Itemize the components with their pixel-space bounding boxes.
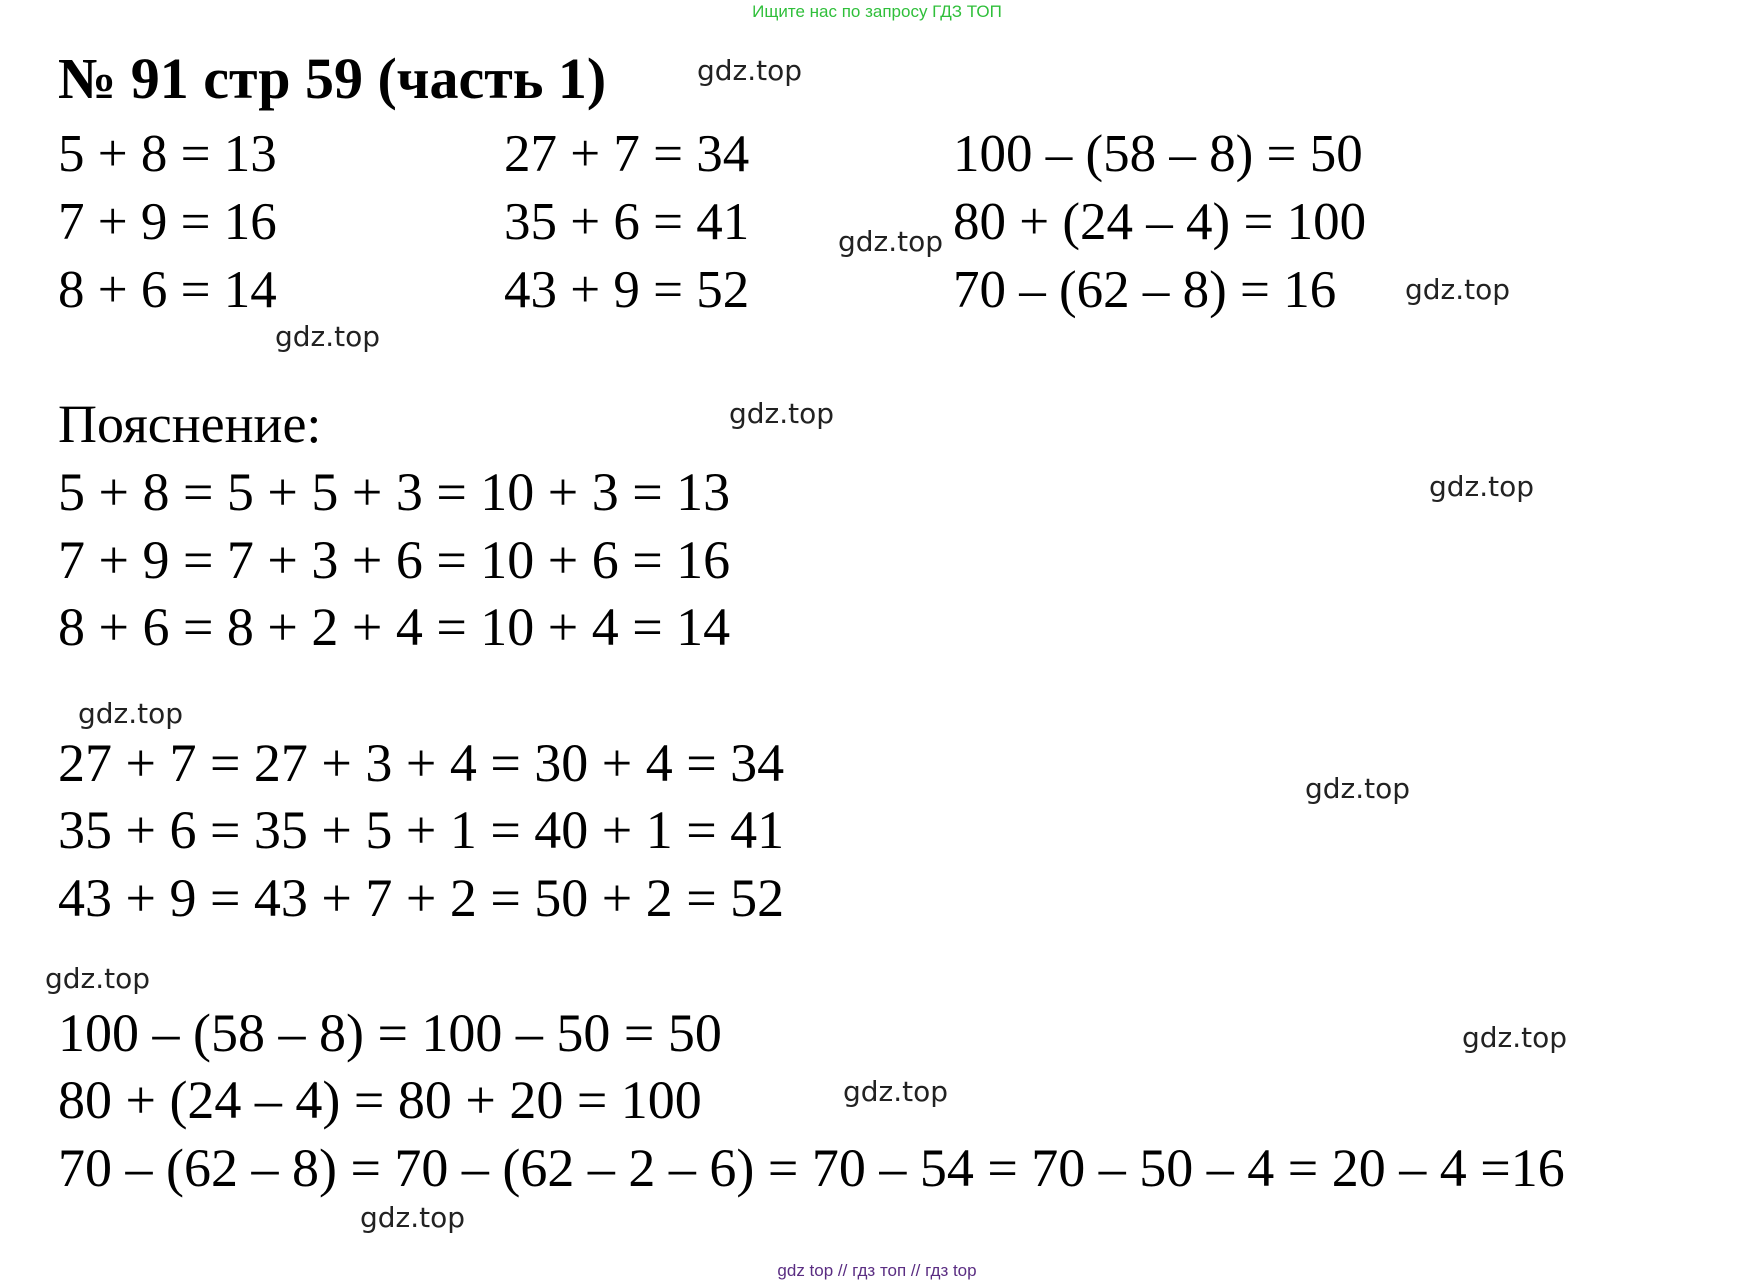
- watermark: gdz.top: [1462, 1021, 1568, 1054]
- footer-watermark: gdz top // гдз топ // гдз top: [777, 1261, 977, 1280]
- watermark: gdz.top: [1305, 772, 1411, 805]
- watermark: gdz.top: [838, 225, 944, 258]
- answer-2-1: 27 + 7 = 34: [504, 125, 750, 183]
- explanation-line: 27 + 7 = 27 + 3 + 4 = 30 + 4 = 34: [58, 733, 785, 793]
- explanation-line: 70 – (62 – 8) = 70 – (62 – 2 – 6) = 70 – 54 = 70 – 50 – 4 = 20 – 4 =16: [58, 1138, 1565, 1198]
- watermark: gdz.top: [1429, 470, 1535, 503]
- explanation-heading: Пояснение:: [58, 394, 322, 454]
- explanation-line: 80 + (24 – 4) = 80 + 20 = 100: [58, 1070, 702, 1130]
- watermark: gdz.top: [275, 320, 381, 353]
- explanation-line: 100 – (58 – 8) = 100 – 50 = 50: [58, 1003, 722, 1063]
- watermark: gdz.top: [697, 54, 803, 87]
- answer-1-1: 5 + 8 = 13: [58, 125, 277, 183]
- explanation-line: 43 + 9 = 43 + 7 + 2 = 50 + 2 = 52: [58, 868, 785, 928]
- watermark: gdz.top: [729, 397, 835, 430]
- search-hint: Ищите нас по запросу ГДЗ ТОП: [752, 2, 1002, 21]
- answer-2-2: 35 + 6 = 41: [504, 193, 750, 251]
- watermark: gdz.top: [1405, 273, 1511, 306]
- answer-3-3: 70 – (62 – 8) = 16: [953, 261, 1337, 319]
- answer-3-1: 100 – (58 – 8) = 50: [953, 125, 1363, 183]
- explanation-line: 7 + 9 = 7 + 3 + 6 = 10 + 6 = 16: [58, 530, 731, 590]
- answer-1-3: 8 + 6 = 14: [58, 261, 277, 319]
- watermark: gdz.top: [45, 962, 151, 995]
- watermark: gdz.top: [360, 1201, 466, 1234]
- explanation-line: 35 + 6 = 35 + 5 + 1 = 40 + 1 = 41: [58, 800, 785, 860]
- explanation-line: 5 + 8 = 5 + 5 + 3 = 10 + 3 = 13: [58, 462, 731, 522]
- watermark: gdz.top: [78, 697, 184, 730]
- page-title: № 91 стр 59 (часть 1): [58, 46, 607, 111]
- answer-3-2: 80 + (24 – 4) = 100: [953, 193, 1367, 251]
- explanation-line: 8 + 6 = 8 + 2 + 4 = 10 + 4 = 14: [58, 597, 731, 657]
- answer-1-2: 7 + 9 = 16: [58, 193, 277, 251]
- answer-2-3: 43 + 9 = 52: [504, 261, 750, 319]
- watermark: gdz.top: [843, 1075, 949, 1108]
